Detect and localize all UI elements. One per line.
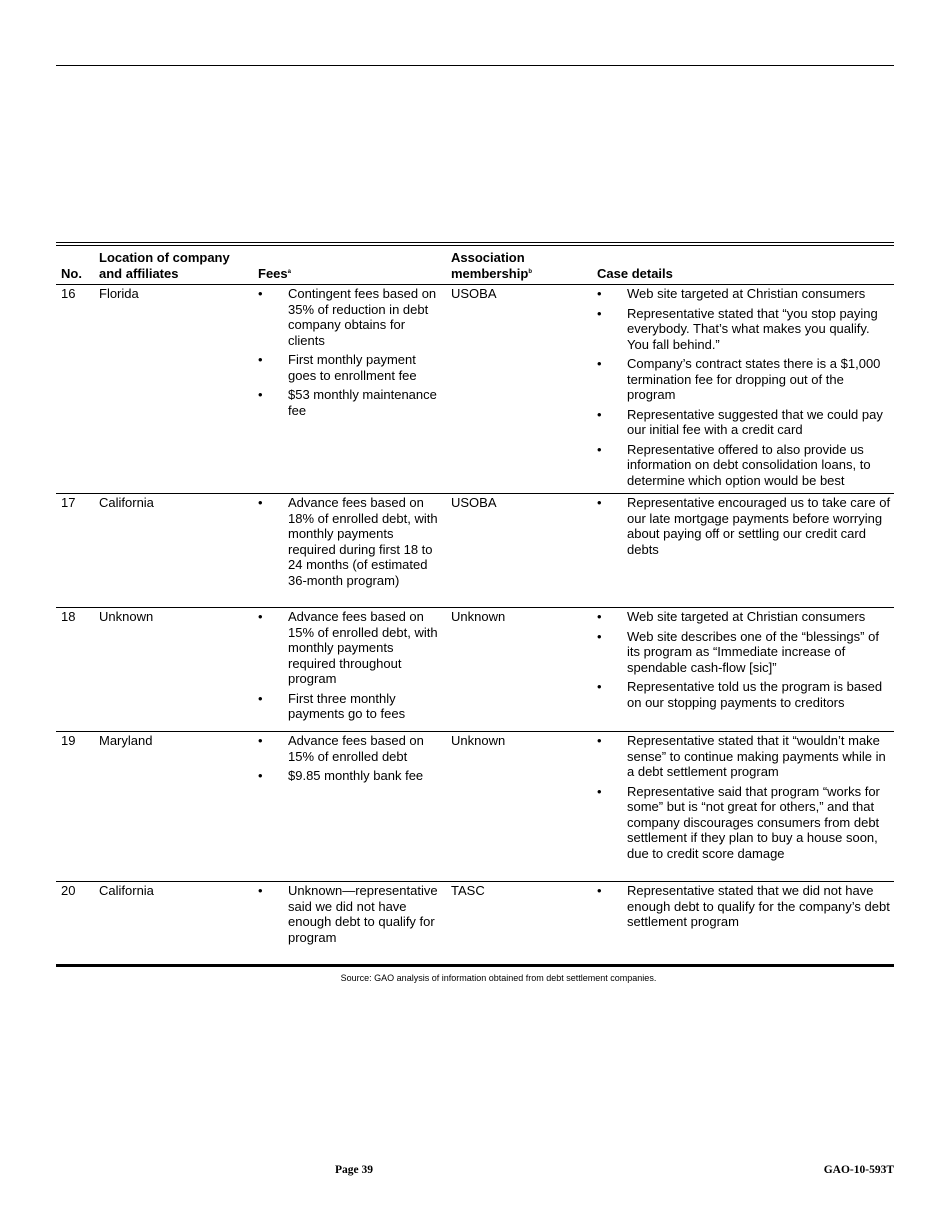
row-number: 17 <box>61 495 76 510</box>
case-item: • Web site targeted at Christian consumers <box>597 286 894 302</box>
fee-item: • Contingent fees based on 35% of reduction in debt company obtains for clients <box>258 286 440 348</box>
case-item: • Representative stated that it “wouldn’t make sense” to continue making payments while in a debt settlement program <box>597 733 894 780</box>
row-association: USOBA <box>451 286 497 301</box>
table-row <box>56 608 894 732</box>
header-case-details: Case details <box>597 265 673 281</box>
fee-item: • Advance fees based on 15% of enrolled debt, with monthly payments required throughout program <box>258 609 440 687</box>
table-row <box>56 285 894 494</box>
row-location: Maryland <box>99 733 153 748</box>
row-fees <box>258 733 440 788</box>
fee-item: • $53 monthly maintenance fee <box>258 387 440 418</box>
case-item: • Representative suggested that we could pay our initial fee with a credit card <box>597 407 894 438</box>
row-case-details <box>597 495 894 561</box>
row-location: California <box>99 883 154 898</box>
report-id: GAO-10-593T <box>823 1164 894 1176</box>
fee-item: • First three monthly payments go to fees <box>258 691 440 722</box>
top-rule <box>56 65 894 66</box>
fee-item: • $9.85 monthly bank fee <box>258 768 440 784</box>
row-case-details <box>597 733 894 865</box>
fees-footnote-marker: a <box>287 268 291 275</box>
row-fees <box>258 495 440 592</box>
row-number: 18 <box>61 609 76 624</box>
row-case-details <box>597 883 894 934</box>
row-number: 20 <box>61 883 76 898</box>
row-location: California <box>99 495 154 510</box>
page-number: Page 39 <box>335 1164 374 1176</box>
row-association: TASC <box>451 883 485 898</box>
table-header <box>56 246 894 285</box>
case-item: • Representative told us the program is based on our stopping payments to creditors <box>597 679 894 710</box>
case-item: • Company’s contract states there is a $1,000 termination fee for dropping out of the program <box>597 356 894 403</box>
header-fees: Fees$^a$ <box>258 265 291 281</box>
fee-item: • Unknown—representative said we did not have enough debt to qualify for program <box>258 883 440 945</box>
row-association: Unknown <box>451 733 506 748</box>
case-item: • Representative stated that “you stop paying everybody. That’s what makes you qualify. You fall behind.” <box>597 306 894 353</box>
fee-item: • Advance fees based on 18% of enrolled debt, with monthly payments required during first 18 to 24 months (of estimated 36-month program) <box>258 495 440 588</box>
source-note: Source: GAO analysis of information obtained from debt settlement companies. <box>340 973 657 983</box>
case-item: • Representative stated that we did not have enough debt to qualify for the company’s debt settlement program <box>597 883 894 930</box>
header-location: Location of company and affiliates <box>99 250 230 281</box>
case-item: • Web site targeted at Christian consumers <box>597 609 894 625</box>
row-association: Unknown <box>451 609 506 624</box>
header-no: No. <box>61 265 82 281</box>
header-association: Association membership$^b$ <box>451 250 532 281</box>
row-number: 19 <box>61 733 76 748</box>
fee-item: • First monthly payment goes to enrollment fee <box>258 352 440 383</box>
association-footnote-marker: b <box>528 268 532 275</box>
case-item: • Representative offered to also provide us information on debt consolidation loans, to determine which option would be best <box>597 442 894 489</box>
case-item: • Web site describes one of the “blessings” of its program as “Immediate increase of spendable cash-flow [sic]” <box>597 629 894 676</box>
row-case-details <box>597 609 894 714</box>
table-row <box>56 882 894 967</box>
row-fees <box>258 609 440 726</box>
row-fees <box>258 286 440 422</box>
row-case-details <box>597 286 894 492</box>
fee-item: • Advance fees based on 15% of enrolled debt <box>258 733 440 764</box>
row-location: Florida <box>99 286 139 301</box>
table-row <box>56 732 894 882</box>
row-location: Unknown <box>99 609 154 624</box>
row-number: 16 <box>61 286 76 301</box>
row-fees <box>258 883 440 949</box>
debt-settlement-table <box>56 242 894 967</box>
case-item: • Representative encouraged us to take care of our late mortgage payments before worrying about paying off or settling our credit card debts <box>597 495 894 557</box>
case-item: • Representative said that program “works for some” but is “not great for others,” and that company discourages consumers from debt settlement if they plan to buy a house soon, due to credit score damage <box>597 784 894 862</box>
table-row <box>56 494 894 608</box>
row-association: USOBA <box>451 495 497 510</box>
